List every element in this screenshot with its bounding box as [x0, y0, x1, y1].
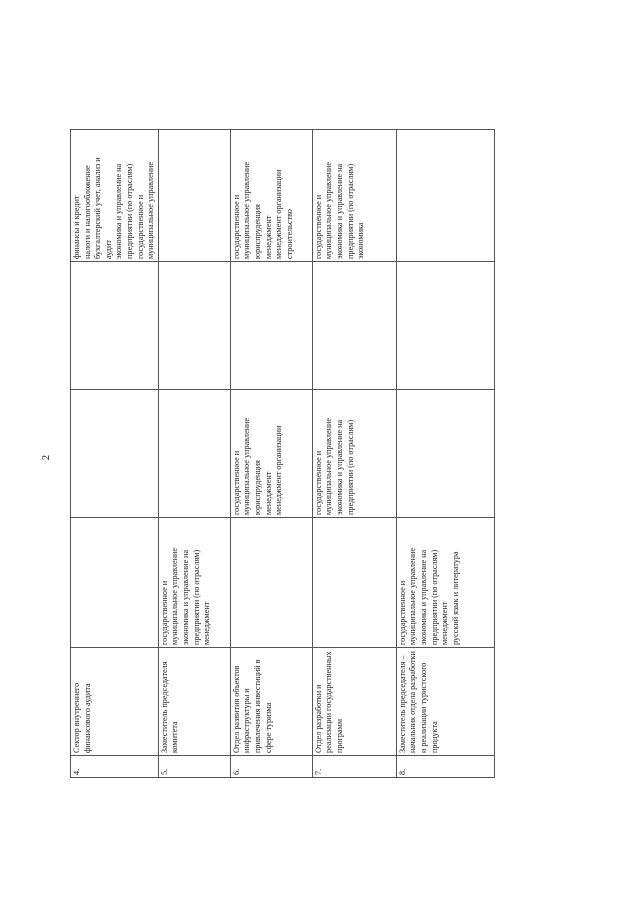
- cell-line: налоги и налогообложение: [82, 165, 92, 259]
- cell-line: аудит: [103, 240, 113, 259]
- cell-line: предприятии (по отраслям): [429, 549, 439, 645]
- table-row: [158, 130, 230, 778]
- table-body: [71, 130, 495, 778]
- cell-line: экономика и управление на: [180, 549, 190, 645]
- cell-line: экономика и управление на: [334, 163, 344, 259]
- cell-line: экономика и управление на: [418, 549, 428, 645]
- table-row: [312, 130, 396, 778]
- cell-line: юриспруденция: [252, 460, 262, 515]
- cell-line: Отдел развития объектов: [231, 665, 241, 753]
- cell-line: 4.: [72, 768, 81, 775]
- cell-col-b: [71, 390, 159, 518]
- cell-line: 5.: [159, 768, 169, 775]
- cell-col-d: [230, 130, 312, 262]
- cell-col-b: [396, 390, 494, 518]
- cell-line: сфере туризма: [263, 702, 273, 753]
- cell-line: Сектор внутреннего: [72, 682, 81, 753]
- cell-col-c: [71, 262, 159, 390]
- cell-line: государственное и: [231, 450, 241, 515]
- cell-num: [230, 756, 312, 778]
- cell-col-a: [312, 518, 396, 648]
- cell-line: государственное и: [397, 580, 407, 645]
- cell-col-d: [312, 130, 396, 262]
- cell-line: реализации государственных: [324, 651, 334, 753]
- cell-num: [312, 756, 396, 778]
- cell-line: 6.: [231, 768, 241, 775]
- cell-line: государственное и: [135, 194, 145, 259]
- cell-name: [230, 648, 312, 756]
- cell-line: экономика: [356, 222, 366, 259]
- cell-line: финансы и кредит: [72, 195, 81, 259]
- cell-line: предприятии (по отраслям): [345, 163, 355, 259]
- cell-line: юриспруденция: [252, 204, 262, 259]
- cell-name: [312, 648, 396, 756]
- cell-line: русский язык и литература: [450, 551, 460, 645]
- cell-line: предприятии (по отраслям): [345, 419, 355, 515]
- cell-line: муниципальное управление: [242, 417, 252, 515]
- cell-col-a: [396, 518, 494, 648]
- cell-line: начальник отдела разработки: [408, 651, 418, 753]
- cell-col-b: [158, 390, 230, 518]
- cell-num: [396, 756, 494, 778]
- table-row: [396, 130, 494, 778]
- cell-col-c: [230, 262, 312, 390]
- cell-line: 8.: [397, 768, 407, 775]
- cell-line: менеджмент: [263, 471, 273, 515]
- cell-line: муниципальное управление: [242, 161, 252, 259]
- cell-line: предприятии (по отраслям): [124, 163, 134, 259]
- cell-col-a: [230, 518, 312, 648]
- cell-line: менеджмент организации: [274, 169, 284, 259]
- cell-name: [158, 648, 230, 756]
- cell-line: менеджмент: [263, 215, 273, 259]
- cell-line: инфраструктуры и: [242, 688, 252, 753]
- cell-line: и реализации туристского: [418, 662, 428, 753]
- cell-line: муниципальное управление: [170, 547, 180, 645]
- cell-num: [158, 756, 230, 778]
- cell-col-c: [158, 262, 230, 390]
- cell-col-a: [158, 518, 230, 648]
- qualification-table: [70, 129, 495, 778]
- cell-line: привлечения инвестиций в: [252, 659, 262, 753]
- table-row: [230, 130, 312, 778]
- cell-line: продукта: [429, 721, 439, 753]
- cell-col-a: [71, 518, 159, 648]
- cell-col-c: [312, 262, 396, 390]
- cell-line: программ: [334, 718, 344, 753]
- cell-line: экономика и управление на: [114, 163, 124, 259]
- cell-line: Отдел разработки и: [313, 684, 323, 753]
- cell-line: 7.: [313, 768, 323, 775]
- cell-line: государственное и: [313, 194, 323, 259]
- cell-line: муниципальное управление: [146, 161, 156, 259]
- page-number: 2: [41, 455, 52, 460]
- cell-line: государственное и: [313, 450, 323, 515]
- cell-line: финансового аудита: [82, 683, 92, 753]
- cell-col-b: [230, 390, 312, 518]
- cell-num: [71, 756, 159, 778]
- cell-line: государственное и: [159, 580, 169, 645]
- cell-name: [71, 648, 159, 756]
- cell-line: экономика и управление на: [334, 419, 344, 515]
- cell-line: муниципальное управление: [408, 547, 418, 645]
- cell-line: муниципальное управление: [324, 417, 334, 515]
- cell-col-b: [312, 390, 396, 518]
- cell-line: муниципальное управление: [324, 161, 334, 259]
- cell-line: менеджмент: [440, 601, 450, 645]
- cell-col-c: [396, 262, 494, 390]
- cell-line: комитета: [170, 721, 180, 753]
- cell-line: предприятии (по отраслям): [191, 549, 201, 645]
- cell-name: [396, 648, 494, 756]
- table-row: [71, 130, 159, 778]
- cell-line: менеджмент: [202, 601, 212, 645]
- cell-col-d: [396, 130, 494, 262]
- cell-line: Заместитель председателя –: [397, 655, 407, 753]
- cell-line: государственное и: [231, 194, 241, 259]
- cell-col-d: [158, 130, 230, 262]
- cell-line: бухгалтерский учет, анализ и: [93, 157, 103, 259]
- cell-line: менеджмент организации: [274, 425, 284, 515]
- cell-line: Заместитель председателя: [159, 661, 169, 753]
- table-wrapper: [70, 130, 490, 778]
- cell-col-d: [71, 130, 159, 262]
- cell-line: строительство: [284, 208, 294, 259]
